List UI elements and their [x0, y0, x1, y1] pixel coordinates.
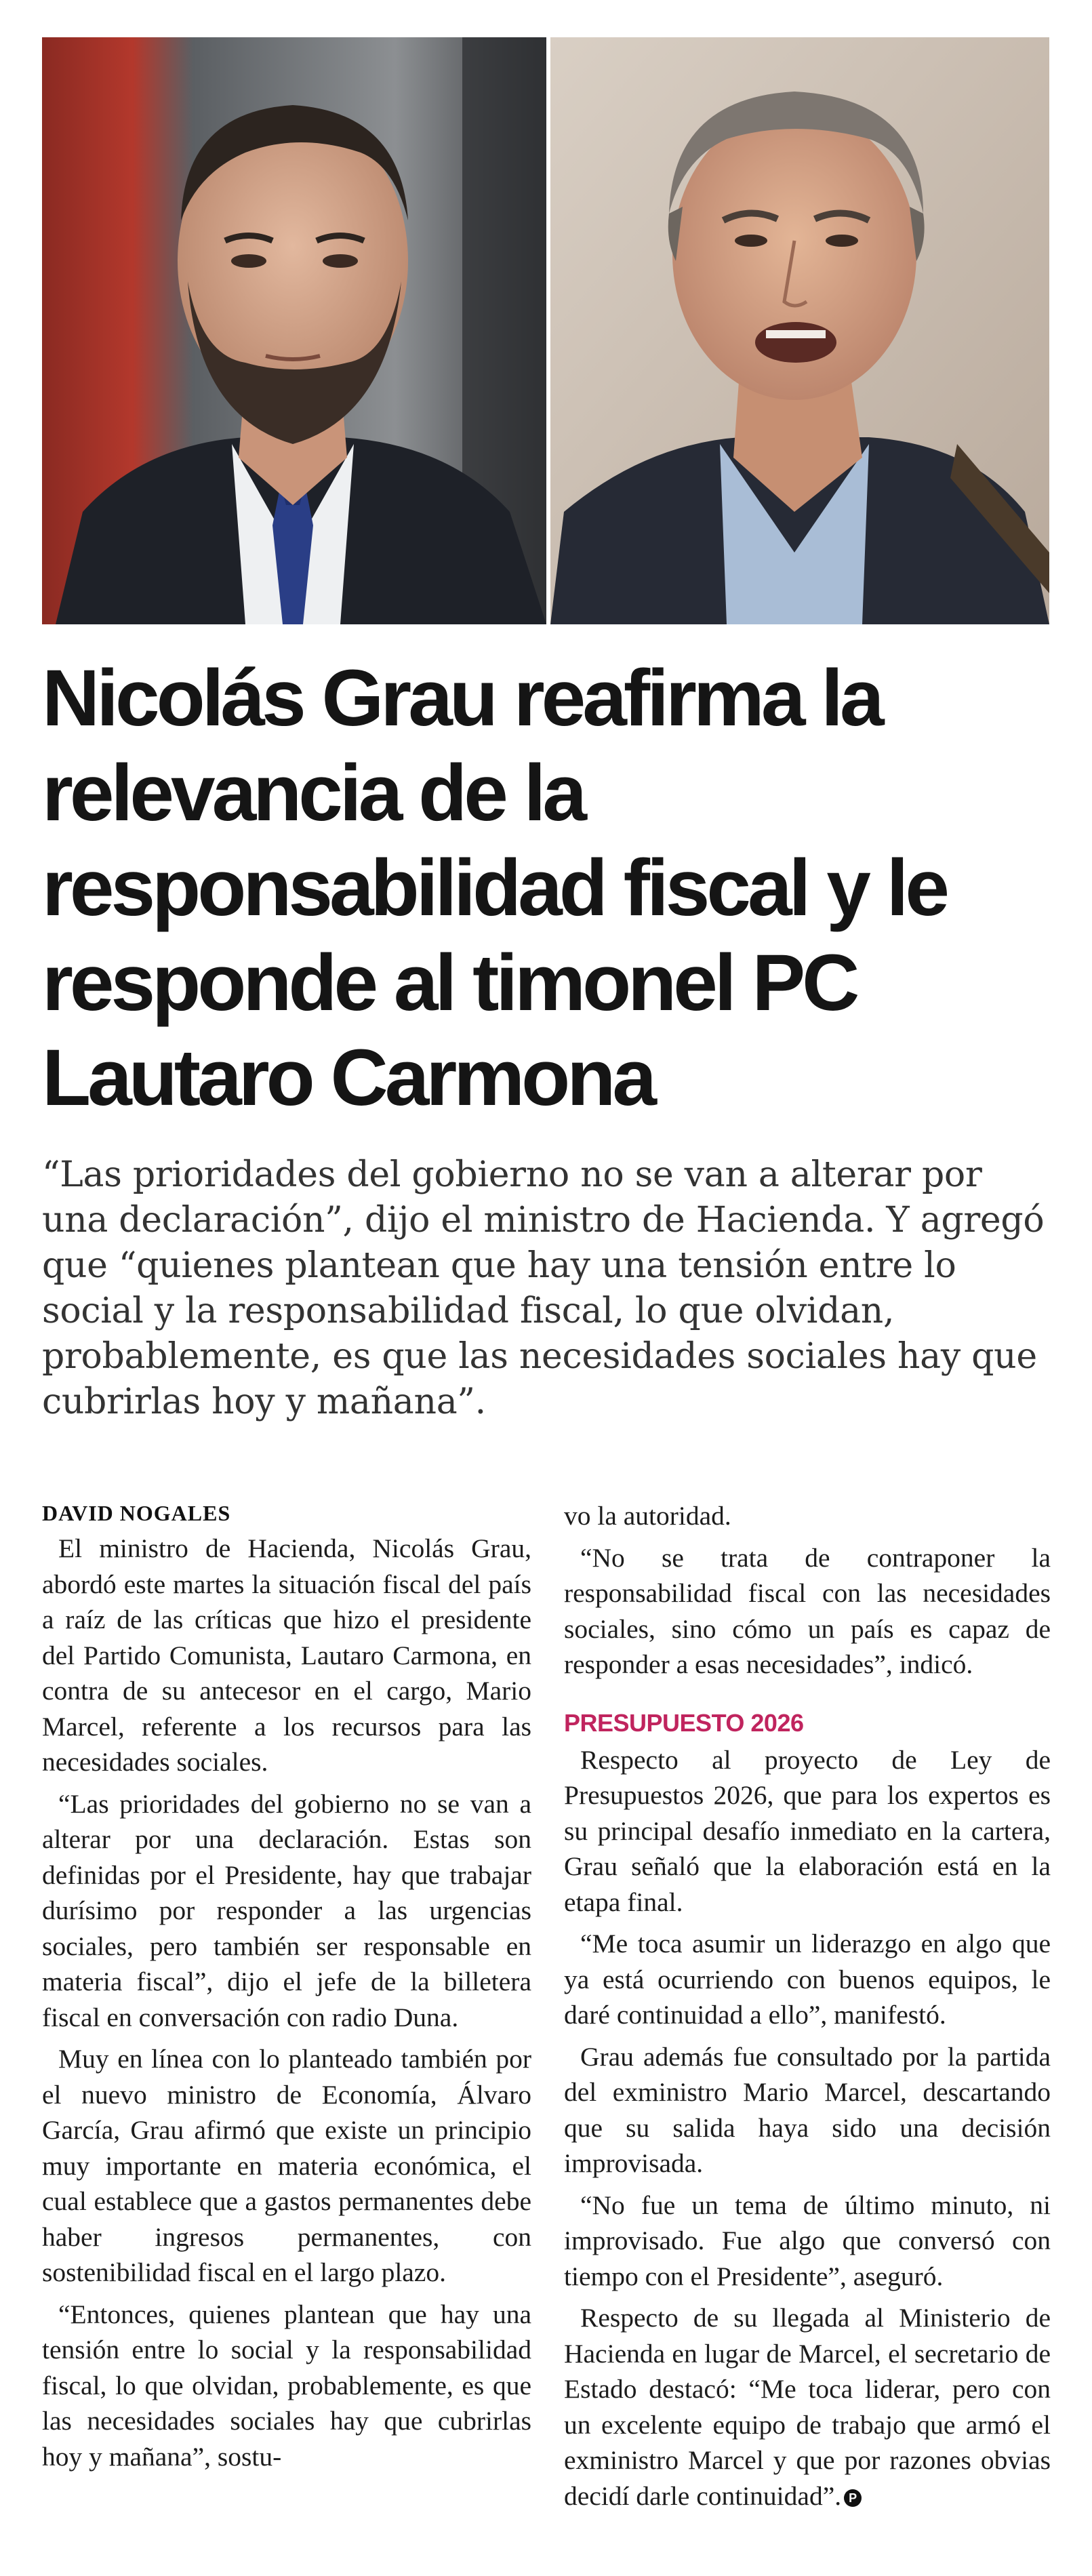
article-column-right	[564, 1498, 1051, 2520]
lead-photos	[42, 37, 1049, 624]
byline: DAVID NOGALES	[42, 1501, 231, 1525]
carmona-photo	[550, 37, 1049, 624]
section-subhead: PRESUPUESTO 2026	[564, 1708, 804, 1737]
paragraph-5: “No se trata de contraponer la responsabilidad fiscal con las necesidades sociales, sino cómo un país es capaz de responder a esas necesidades”, indicó.	[564, 1542, 1051, 1679]
headline: Nicolás Grau reafirma la relevancia de la responsabilidad fiscal y le responde al timonel PC Lautaro Carmona	[42, 653, 947, 1123]
paragraph-4: “Entonces, quienes plantean que hay una tensión entre lo social y la responsabilidad fiscal, lo que olvidan, probablemente, es que las necesidades sociales hay que cubrirlas hoy y mañana”, sostu-	[42, 2299, 531, 2472]
grau-photo	[42, 37, 546, 624]
article-column-left	[42, 1498, 531, 2480]
carmona-photo-illustration	[550, 37, 1049, 624]
paragraph-2: “Las prioridades del gobierno no se van a alterar por una declaración. Estas son definidas por el Presidente, hay que trabajar durísimo por responder a las urgencias sociales, pero también ser responsable en materia fiscal”, dijo el jefe de la billetera fiscal en conversación con radio Duna.	[42, 1788, 531, 2032]
paragraph-7: “Me toca asumir un liderazgo en algo que ya está ocurriendo con buenos equipos, le daré continuidad a ello”, manifestó.	[564, 1929, 1051, 2030]
paragraph-1: El ministro de Hacienda, Nicolás Grau, abordó este martes la situación fiscal del país a raíz de las críticas que hizo el presidente del Partido Comunista, Lautaro Carmona, en contra de su antecesor en el cargo, Mario Marcel, referente a los recursos para las necesidades sociales.	[42, 1533, 531, 1777]
paragraph-10-text: Respecto de su llegada al Ministerio de Hacienda en lugar de Marcel, el secretario de Estado destacó: “Me toca liderar, pero con un excelente equipo de trabajo que armó el exministro Marcel y que por razones obvias decidí darle continuidad”.	[564, 2303, 1051, 2511]
deck: “Las prioridades del gobierno no se van a alterar por una declaración”, dijo el ministro de Hacienda. Y agregó que “quienes plantean que hay una tensión entre lo social y la responsabilidad fiscal, lo que olvidan, probablemente, es que las necesidades sociales hay que cubrirlas hoy y mañana”.	[42, 1154, 1045, 1422]
end-mark-icon: P	[844, 2489, 862, 2507]
paragraph-8: Grau además fue consultado por la partida del exministro Mario Marcel, descartando que su salida haya sido una decisión improvisada.	[564, 2041, 1051, 2178]
paragraph-3: Muy en línea con lo planteado también por el nuevo ministro de Economía, Álvaro García, Grau afirmó que existe un principio muy importante en materia económica, el cual establece que a gastos permanentes debe haber ingresos permanentes, con sostenibilidad fiscal en el largo plazo.	[42, 2044, 531, 2287]
grau-photo-illustration	[42, 37, 546, 624]
paragraph-9: “No fue un tema de último minuto, ni improvisado. Fue algo que conversó con tiempo con el Presidente”, aseguró.	[564, 2190, 1051, 2291]
paragraph-10	[564, 2300, 1051, 2514]
paragraph-6: Respecto al proyecto de Ley de Presupuestos 2026, que para los expertos es su principal desafío inmediato en la cartera, Grau señaló que la elaboración está en la etapa final.	[564, 1744, 1051, 1917]
paragraph-4-continued: vo la autoridad.	[564, 1501, 731, 1531]
